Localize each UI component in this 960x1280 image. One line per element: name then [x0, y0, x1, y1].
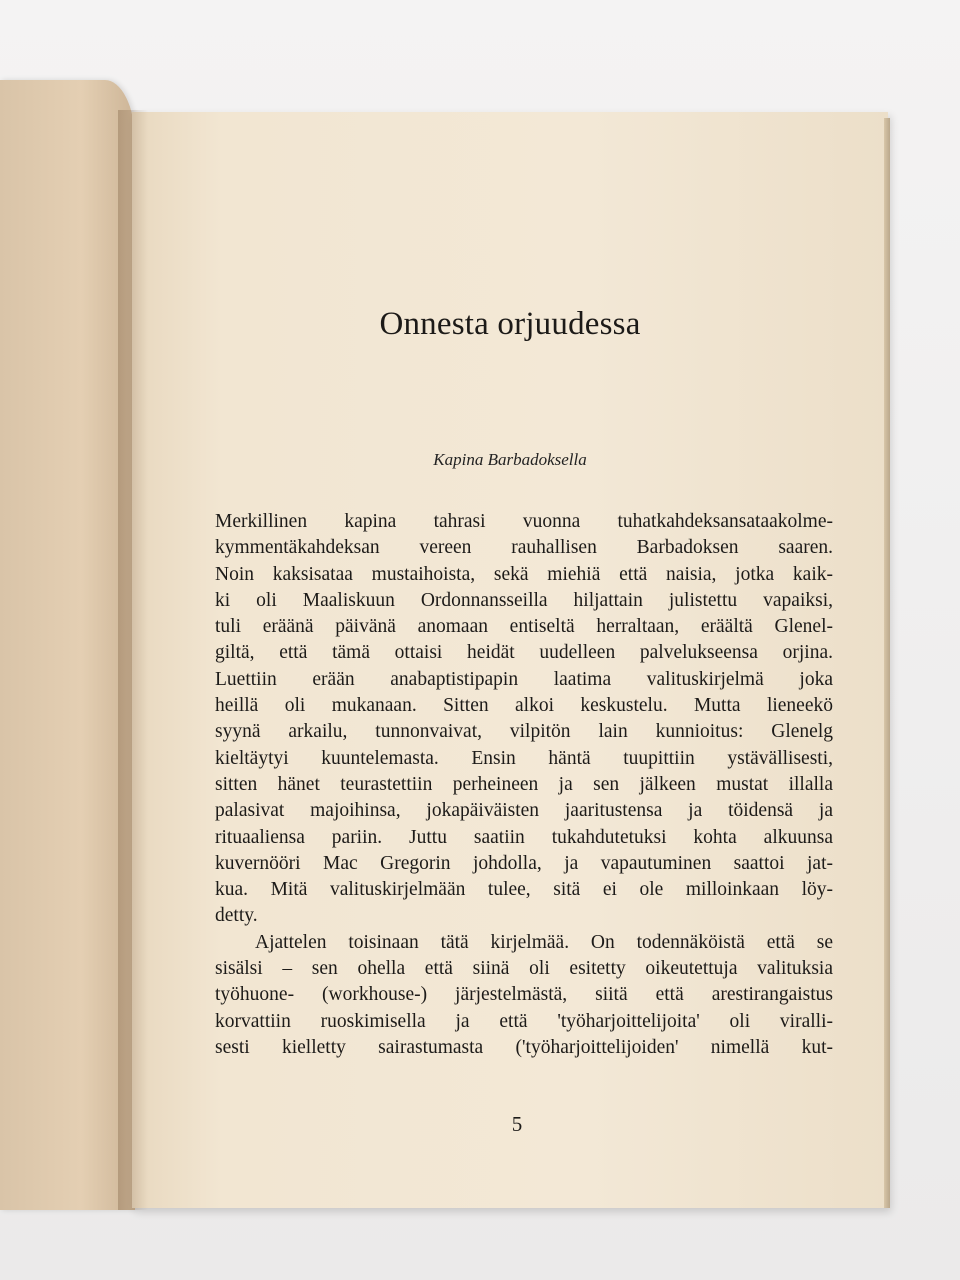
text-line: tuli eräänä päivänä anomaan entiseltä herraltaan, eräältä Glenel-: [215, 616, 833, 638]
text-line: Luettiin erään anabaptistipapin laatima valituskirjelmä joka: [215, 668, 833, 690]
text-line: kuvernööri Mac Gregorin johdolla, ja vapautuminen saattoi jat-: [215, 852, 833, 874]
page-number: 5: [511, 1112, 523, 1136]
text-line: ki oli Maaliskuun Ordonnansseilla hiljattain julistettu vapaiksi,: [215, 589, 833, 611]
text-line: kymmentäkahdeksan vereen rauhallisen Barbadoksen saaren.: [215, 537, 833, 559]
text-line: palasivat majoihinsa, jokapäiväisten jaaritustensa ja töidensä ja: [215, 800, 833, 822]
text-line: sisälsi – sen ohella että siinä oli esitetty oikeutettuja valituksia: [215, 958, 833, 980]
text-line: korvattiin ruoskimisella ja että 'työharjoittelijoita' oli viralli-: [215, 1010, 833, 1032]
spine-shadow: [118, 110, 148, 1210]
left-page: [0, 80, 135, 1210]
text-line: detty.: [215, 905, 258, 927]
text-line: giltä, että tämä ottaisi heidät uudelleen palvelukseensa orjina.: [215, 642, 833, 664]
section-subtitle: Kapina Barbadoksella: [433, 450, 587, 469]
text-line: Noin kaksisataa mustaihoista, sekä miehiä että naisia, jotka kaik-: [215, 563, 833, 585]
text-line: rituaaliensa pariin. Juttu saatiin tukahdutetuksi kohta alkuunsa: [215, 826, 833, 848]
page-edge: [884, 118, 890, 1208]
text-line: kua. Mitä valituskirjelmään tulee, sitä ei ole milloinkaan löy-: [215, 879, 833, 901]
text-line: Merkillinen kapina tahrasi vuonna tuhatkahdeksansataakolme-: [215, 511, 833, 532]
text-line: Ajattelen toisinaan tätä kirjelmää. On todennäköistä että se: [255, 931, 833, 953]
text-line: sesti kielletty sairastumasta ('työharjoittelijoiden' nimellä kut-: [215, 1036, 833, 1058]
text-line: kieltäytyi kuuntelemasta. Ensin häntä tuupittiin ystävällisesti,: [215, 747, 833, 769]
text-line: työhuone- (workhouse-) järjestelmästä, siitä että arestirangaistus: [215, 984, 833, 1006]
text-line: syynä arkailu, tunnonvaivat, vilpitön lain kunnioitus: Glenelg: [215, 721, 833, 743]
text-line: sitten hänet teurastettiin perheineen ja sen jälkeen mustat illalla: [215, 773, 833, 795]
body-text: [215, 509, 833, 1061]
chapter-title: Onnesta orjuudessa: [379, 306, 641, 342]
text-line: heillä oli mukanaan. Sitten alkoi keskustelu. Mutta lieneekö: [215, 695, 833, 717]
